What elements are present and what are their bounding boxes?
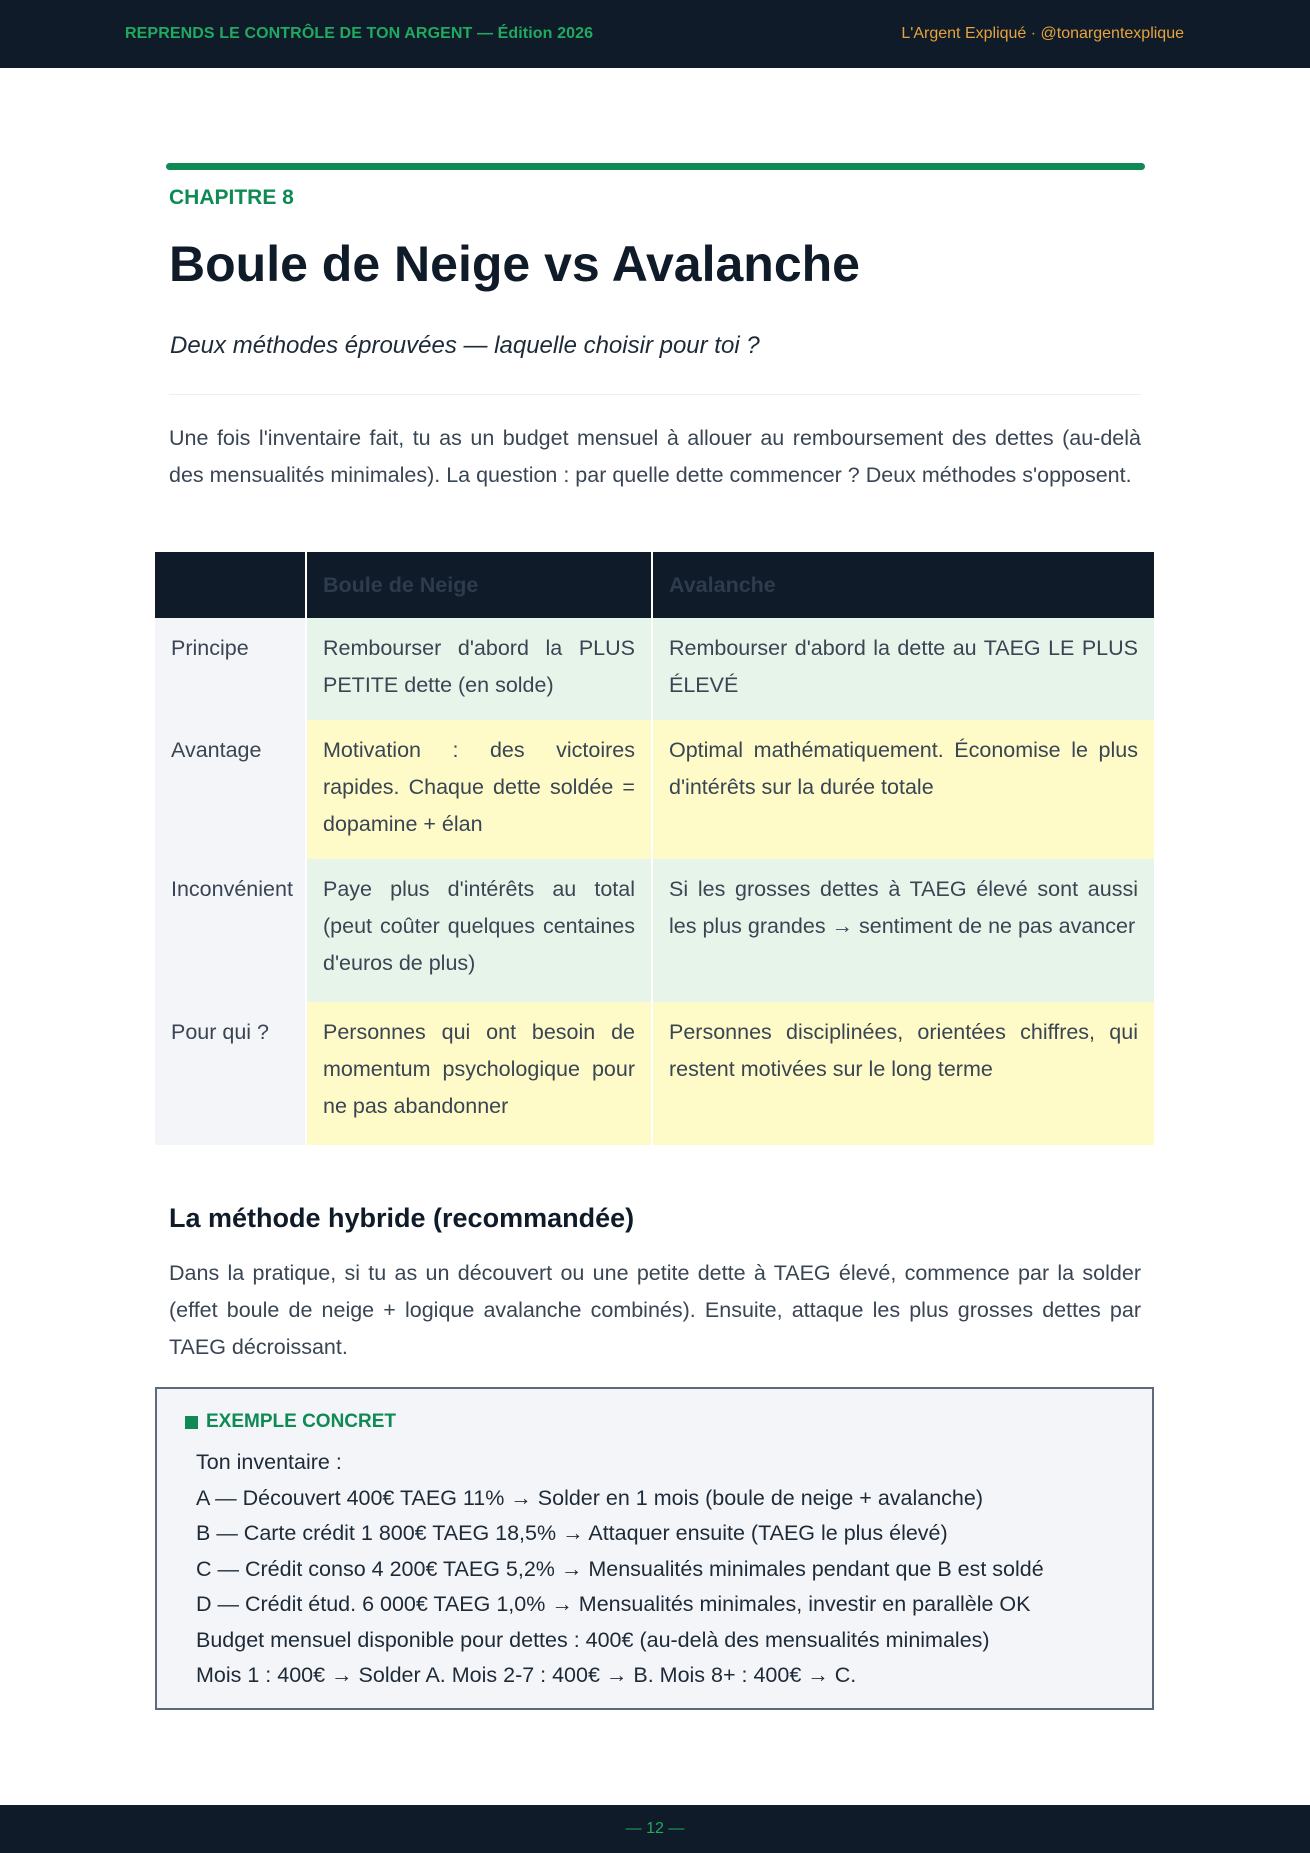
avalanche-cell: Optimal mathématiquement. Économise le plus d'intérêts sur la durée totale [652,720,1154,859]
page-number: — 12 — [625,1820,685,1837]
example-label: EXEMPLE CONCRET [206,1411,397,1432]
table-header-empty [155,552,306,618]
example-line: C — Crédit conso 4 200€ TAEG 5,2% → Mensualités minimales pendant que B est soldé [196,1556,1044,1581]
table-row [155,720,1154,859]
chapter-subtitle: Deux méthodes éprouvées — laquelle choisir pour toi ? [170,332,760,359]
snowball-cell: Personnes qui ont besoin de momentum psychologique pour ne pas abandonner [306,1002,652,1145]
example-box [155,1387,1154,1710]
intro-paragraph: Une fois l'inventaire fait, tu as un budget mensuel à allouer au remboursement des dettes (au-delà des mensualités minimales). La question : par quelle dette commencer ? Deux méthodes s'opposent. [169,426,1141,487]
avalanche-cell: Rembourser d'abord la dette au TAEG LE PLUS ÉLEVÉ [652,618,1154,720]
comparison-table [155,552,1154,1145]
table-row [155,1002,1154,1145]
page-footer [0,1805,1310,1853]
table-row [155,618,1154,720]
example-line: Budget mensuel disponible pour dettes : 400€ (au-delà des mensualités minimales) [196,1627,990,1652]
table-header-avalanche: Avalanche [652,552,1154,618]
row-label: Principe [155,618,306,720]
hybrid-paragraph: Dans la pratique, si tu as un découvert ou une petite dette à TAEG élevé, commence par la solder (effet boule de neige + logique avalanche combinés). Ensuite, attaque les plus grosses dettes par TAEG décroissant. [169,1261,1141,1359]
snowball-cell: Motivation : des victoires rapides. Chaque dette soldée = dopamine + élan [306,720,652,859]
subtitle-divider [169,394,1141,395]
chapter-divider [166,163,1145,170]
example-line: D — Crédit étud. 6 000€ TAEG 1,0% → Mensualités minimales, investir en parallèle OK [196,1592,1031,1616]
section-title: La méthode hybride (recommandée) [169,1203,635,1233]
table-header-row [155,552,1154,618]
page-title: Boule de Neige vs Avalanche [169,236,860,292]
example-lines [196,1445,1044,1694]
square-icon [185,1416,198,1429]
row-label: Pour qui ? [155,1002,306,1145]
row-label: Inconvénient [155,859,306,1002]
avalanche-cell: Personnes disciplinées, orientées chiffres, qui restent motivées sur le long terme [652,1002,1154,1145]
example-line: B — Carte crédit 1 800€ TAEG 18,5% → Attaquer ensuite (TAEG le plus élevé) [196,1521,948,1545]
snowball-cell: Rembourser d'abord la PLUS PETITE dette (en solde) [306,618,652,720]
book-title: REPRENDS LE CONTRÔLE DE TON ARGENT — Édition 2026 [125,25,594,42]
row-label: Avantage [155,720,306,859]
table-row [155,859,1154,1002]
author-handle: L'Argent Expliqué · @tonargentexplique [901,25,1184,42]
example-line: Ton inventaire : [196,1450,342,1474]
example-heading [185,1411,396,1433]
avalanche-cell: Si les grosses dettes à TAEG élevé sont aussi les plus grandes → sentiment de ne pas avancer [652,859,1154,1002]
table-header-snowball: Boule de Neige [306,552,652,618]
chapter-label: CHAPITRE 8 [169,186,294,209]
snowball-cell: Paye plus d'intérêts au total (peut coûter quelques centaines d'euros de plus) [306,859,652,1002]
example-line: A — Découvert 400€ TAEG 11% → Solder en 1 mois (boule de neige + avalanche) [196,1485,983,1510]
page-header [0,0,1310,68]
example-line: Mois 1 : 400€ → Solder A. Mois 2-7 : 400€ → B. Mois 8+ : 400€ → C. [196,1663,857,1687]
